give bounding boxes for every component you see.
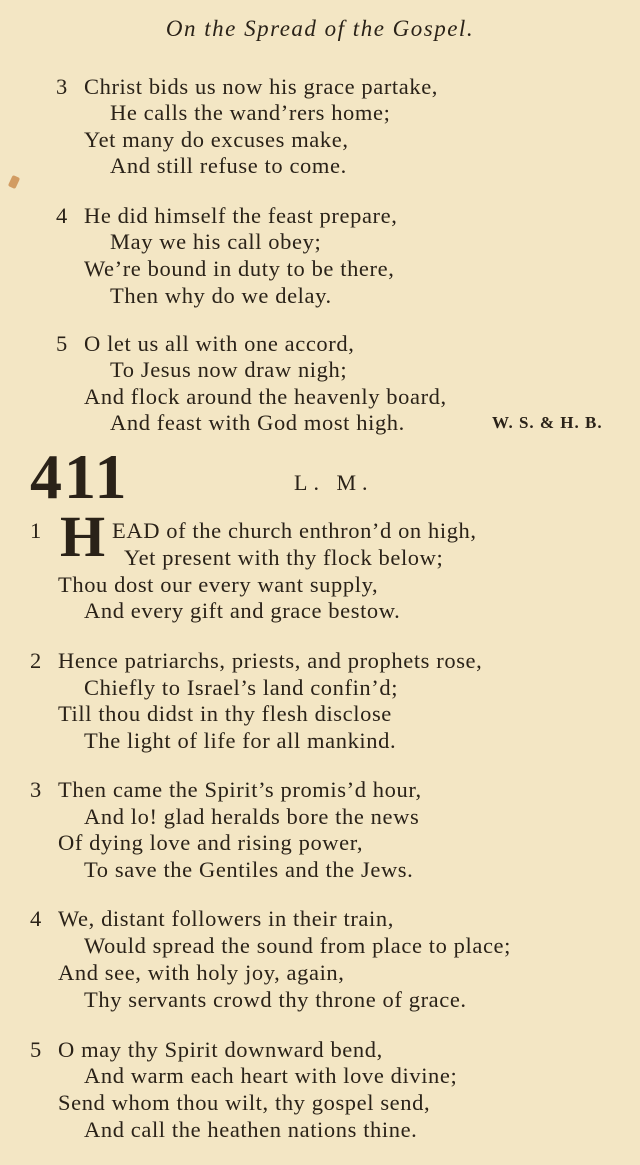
ink-mark	[8, 175, 20, 189]
running-header: On the Spread of the Gospel.	[165, 16, 475, 41]
stanza-number: 5	[30, 1037, 42, 1062]
verse-line: He calls the wand’rers home;	[110, 100, 391, 125]
stanza-number: 4	[30, 906, 42, 931]
verse-line: We, distant followers in their train,	[58, 906, 394, 931]
verse-line: And still refuse to come.	[110, 153, 347, 178]
stanza-number: 5	[56, 331, 68, 356]
stanza-number: 1	[30, 518, 42, 543]
verse-line: Thy servants crowd thy throne of grace.	[84, 987, 467, 1012]
verse-line: Of dying love and rising power,	[58, 830, 364, 855]
stanza-number: 3	[56, 74, 68, 99]
stanza-number: 3	[30, 777, 42, 802]
verse-line: Send whom thou wilt, thy gospel send,	[58, 1090, 431, 1115]
verse-line: And flock around the heavenly board,	[84, 384, 447, 409]
verse-line: Would spread the sound from place to place;	[84, 933, 511, 958]
verse-line: We’re bound in duty to be there,	[84, 256, 395, 281]
verse-line: And every gift and grace bestow.	[84, 598, 401, 623]
stanza-number: 2	[30, 648, 42, 673]
verse-line: Yet present with thy flock below;	[124, 545, 444, 570]
verse-line: And lo! glad heralds bore the news	[84, 804, 420, 829]
verse-line: To Jesus now draw nigh;	[110, 357, 348, 382]
verse-line: O let us all with one accord,	[84, 331, 355, 356]
verse-line: Thou dost our every want supply,	[58, 572, 379, 597]
verse-line: The light of life for all mankind.	[84, 728, 397, 753]
verse-line: Hence patriarchs, priests, and prophets rose,	[58, 648, 483, 673]
verse-line: Yet many do excuses make,	[84, 127, 349, 152]
verse-line: And call the heathen nations thine.	[84, 1117, 418, 1142]
verse-line: And feast with God most high.	[110, 410, 405, 435]
verse-line: Till thou didst in thy flesh disclose	[58, 701, 392, 726]
verse-line: Then came the Spirit’s promis’d hour,	[58, 777, 422, 802]
verse-line: And see, with holy joy, again,	[58, 960, 345, 985]
attribution: W. S. & H. B.	[492, 413, 603, 432]
verse-line: O may thy Spirit downward bend,	[58, 1037, 383, 1062]
verse-line: Christ bids us now his grace partake,	[84, 74, 439, 99]
meter: L. M.	[294, 470, 374, 495]
drop-cap: H	[60, 504, 106, 569]
verse-line: He did himself the feast prepare,	[84, 203, 398, 228]
verse-line: May we his call obey;	[110, 229, 322, 254]
verse-line: Chiefly to Israel’s land confin’d;	[84, 675, 399, 700]
verse-line: To save the Gentiles and the Jews.	[84, 857, 414, 882]
verse-line: And warm each heart with love divine;	[84, 1063, 458, 1088]
hymn-number: 411	[30, 441, 129, 512]
stanza-number: 4	[56, 203, 68, 228]
verse-line: Then why do we delay.	[110, 283, 332, 308]
verse-line: EAD of the church enthron’d on high,	[112, 518, 477, 543]
